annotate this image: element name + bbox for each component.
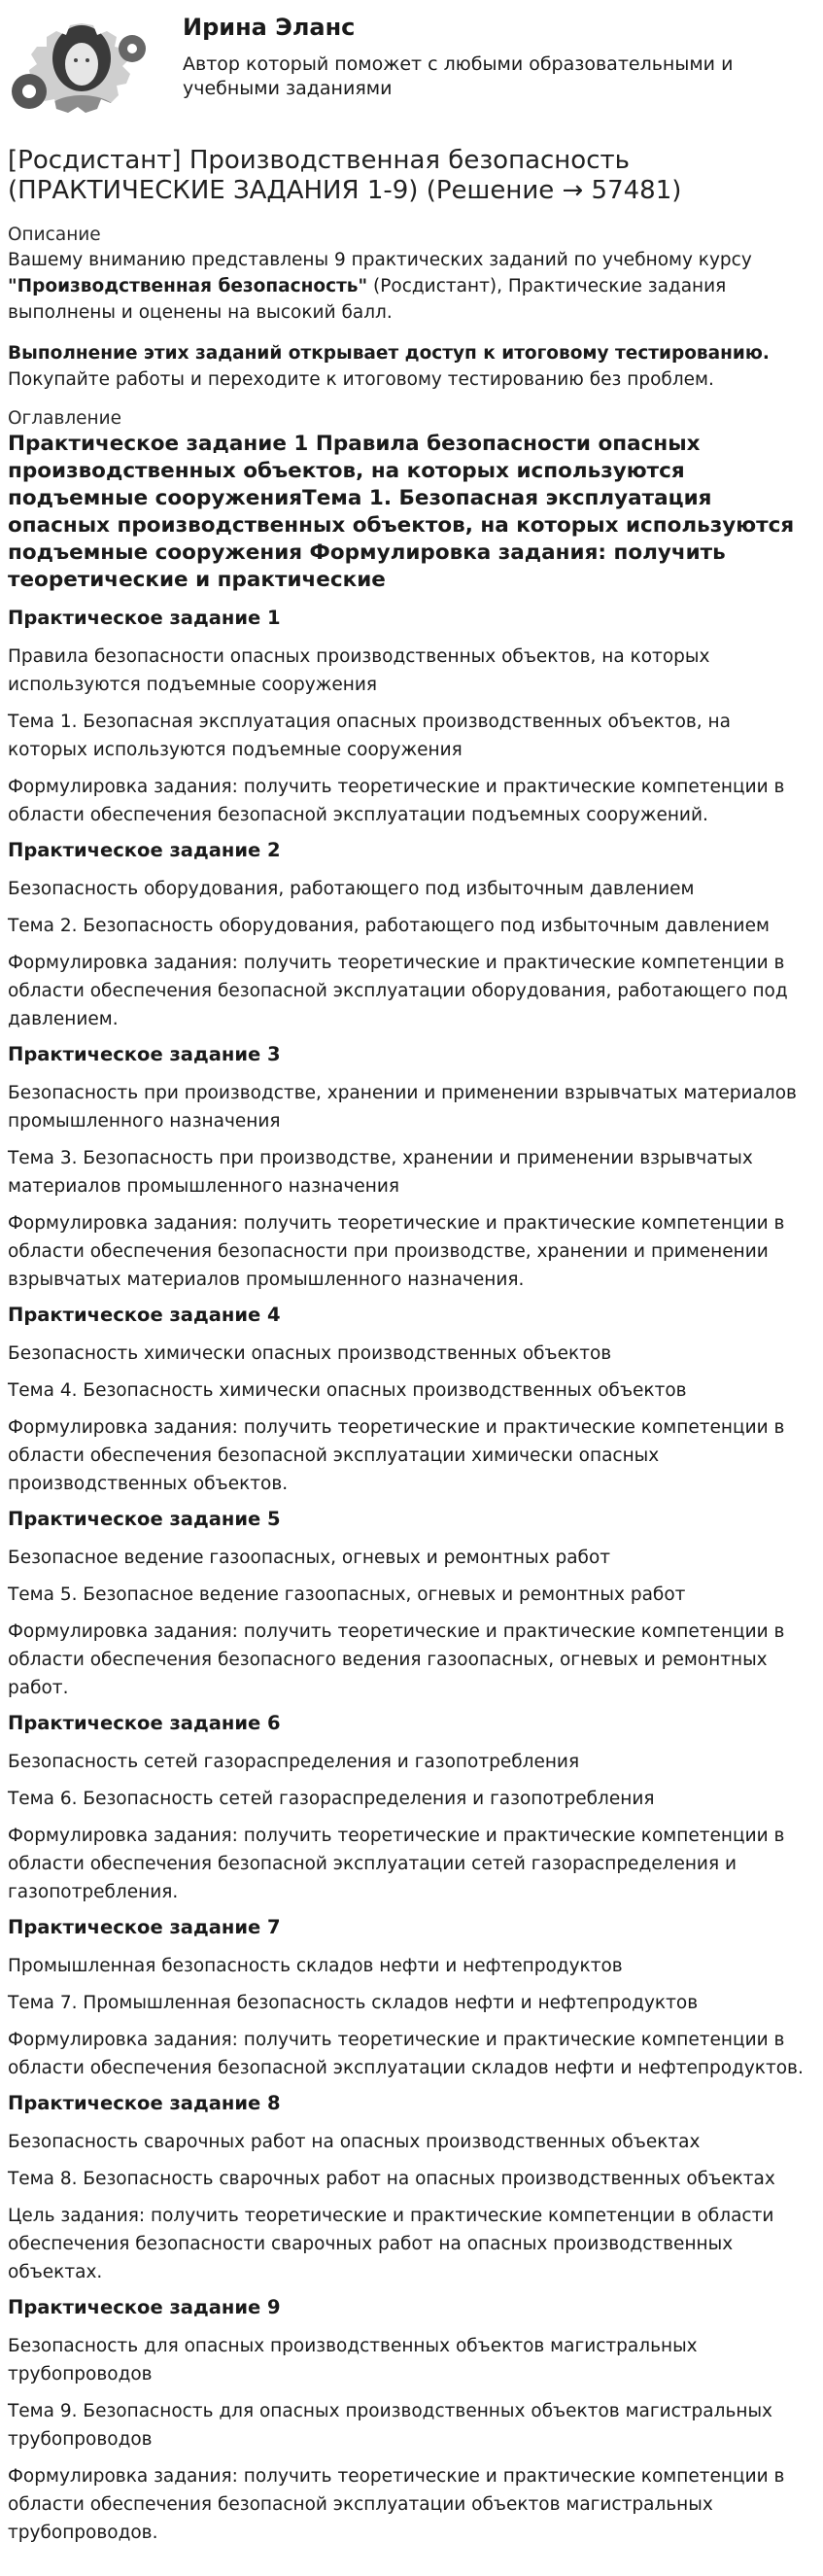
task-subject: Промышленная безопасность складов нефти и нефтепродуктов <box>8 1956 623 1976</box>
author-description: Автор который поможет с любыми образовательными и учебными заданиями <box>183 53 734 99</box>
task-subject: Безопасность сетей газораспределения и газопотребления <box>8 1752 580 1772</box>
task-topic: Тема 9. Безопасность для опасных производственных объектов магистральных трубопроводов <box>8 2401 773 2450</box>
course-name: "Производственная безопасность" <box>8 276 368 296</box>
task-topic: Тема 5. Безопасное ведение газоопасных, огневых и ремонтных работ <box>8 1584 686 1605</box>
author-name[interactable]: Ирина Эланс <box>183 14 356 41</box>
task-topic: Тема 6. Безопасность сетей газораспределения и газопотребления <box>8 1789 655 1809</box>
task-item <box>8 1915 809 2082</box>
page-title: [Росдистант] Производственная безопасность (ПРАКТИЧЕСКИЕ ЗАДАНИЯ 1-9) (Решение → 57481) <box>8 146 682 205</box>
description-label: Описание <box>8 225 101 245</box>
task-item <box>8 1303 809 1498</box>
task-topic: Тема 3. Безопасность при производстве, хранении и применении взрывчатых материалов промышленного назначения <box>8 1148 753 1197</box>
task-title: Практическое задание 1 <box>8 607 281 629</box>
author-card <box>8 0 809 126</box>
task-title: Практическое задание 8 <box>8 2092 281 2114</box>
task-item <box>8 1507 809 1702</box>
task-statement: Формулировка задания: получить теоретические и практические компетенции в области обеспечения безопасной эксплуатации подъемных сооружений. <box>8 777 785 825</box>
task-statement: Формулировка задания: получить теоретические и практические компетенции в области обеспечения безопасной эксплуатации складов нефти и нефтепродуктов. <box>8 2030 804 2078</box>
avatar-image <box>8 12 155 126</box>
task-topic: Тема 2. Безопасность оборудования, работающего под избыточным давлением <box>8 916 770 936</box>
task-title: Практическое задание 9 <box>8 2296 281 2318</box>
task-statement: Формулировка задания: получить теоретические и практические компетенции в области обеспечения безопасной эксплуатации сетей газораспределения и газопотребления. <box>8 1826 785 1902</box>
task-title: Практическое задание 6 <box>8 1712 281 1734</box>
task-title: Практическое задание 2 <box>8 839 281 861</box>
task-title: Практическое задание 5 <box>8 1508 281 1530</box>
author-info <box>183 12 766 101</box>
task-title: Практическое задание 3 <box>8 1043 281 1065</box>
task-subject: Безопасность оборудования, работающего под избыточным давлением <box>8 879 695 899</box>
task-item <box>8 2091 809 2286</box>
task-statement: Формулировка задания: получить теоретические и практические компетенции в области обеспечения безопасной эксплуатации оборудования, работающего под давлением. <box>8 953 788 1029</box>
intro-prefix: Вашему вниманию представлены 9 практических заданий по учебному курсу <box>8 250 752 270</box>
task-topic: Тема 1. Безопасная эксплуатация опасных производственных объектов, на которых используются подъемные сооружения <box>8 712 731 760</box>
task-subject: Безопасность при производстве, хранении и применении взрывчатых материалов промышленного назначения <box>8 1083 797 1131</box>
task-title: Практическое задание 4 <box>8 1304 281 1326</box>
task-topic: Тема 4. Безопасность химически опасных производственных объектов <box>8 1380 687 1401</box>
task-item <box>8 1042 809 1294</box>
task-statement: Формулировка задания: получить теоретические и практические компетенции в области обеспечения безопасной эксплуатации химически опасных производственных объектов. <box>8 1417 785 1494</box>
task-statement: Формулировка задания: получить теоретические и практические компетенции в области обеспечения безопасности при производстве, хранении и применении взрывчатых материалов промышленного назначения. <box>8 1213 785 1290</box>
access-note: Выполнение этих заданий открывает доступ к итоговому тестированию. <box>8 343 770 364</box>
intro-suffix: (Росдистант), Практические задания выполнены и оценены на высокий балл. <box>8 276 727 323</box>
toc-heading: Практическое задание 1 Правила безопасности опасных производственных объектов, на которых используются подъемные сооруженияТема 1. Безопасная эксплуатация опасных производственных объектов, на которых используются подъемные сооружения Формулировка задания: получить теоретические и практические <box>8 432 795 592</box>
task-item <box>8 2295 809 2547</box>
task-subject: Безопасное ведение газоопасных, огневых и ремонтных работ <box>8 1548 611 1568</box>
access-paragraph <box>8 340 809 393</box>
task-subject: Правила безопасности опасных производственных объектов, на которых используются подъемные сооружения <box>8 646 710 695</box>
task-subject: Безопасность химически опасных производственных объектов <box>8 1343 612 1364</box>
task-item <box>8 838 809 1033</box>
task-statement: Формулировка задания: получить теоретические и практические компетенции в области обеспечения безопасной эксплуатации объектов магистральных трубопроводов. <box>8 2466 785 2543</box>
avatar[interactable] <box>8 12 155 126</box>
task-item <box>8 606 809 829</box>
task-list <box>8 606 809 2547</box>
toc-label: Оглавление <box>8 408 122 429</box>
task-title: Практическое задание 7 <box>8 1916 281 1938</box>
task-subject: Безопасность сварочных работ на опасных производственных объектах <box>8 2132 701 2152</box>
task-topic: Тема 8. Безопасность сварочных работ на опасных производственных объектах <box>8 2169 775 2189</box>
task-statement: Формулировка задания: получить теоретические и практические компетенции в области обеспечения безопасного ведения газоопасных, огневых и ремонтных работ. <box>8 1621 785 1698</box>
task-statement: Цель задания: получить теоретические и практические компетенции в области обеспечения безопасности сварочных работ на опасных производственных объектах. <box>8 2206 774 2282</box>
intro-paragraph <box>8 247 809 326</box>
task-item <box>8 1711 809 1906</box>
task-subject: Безопасность для опасных производственных объектов магистральных трубопроводов <box>8 2336 698 2385</box>
task-topic: Тема 7. Промышленная безопасность складов нефти и нефтепродуктов <box>8 1993 699 2013</box>
purchase-note: Покупайте работы и переходите к итоговому тестированию без проблем. <box>8 369 714 390</box>
